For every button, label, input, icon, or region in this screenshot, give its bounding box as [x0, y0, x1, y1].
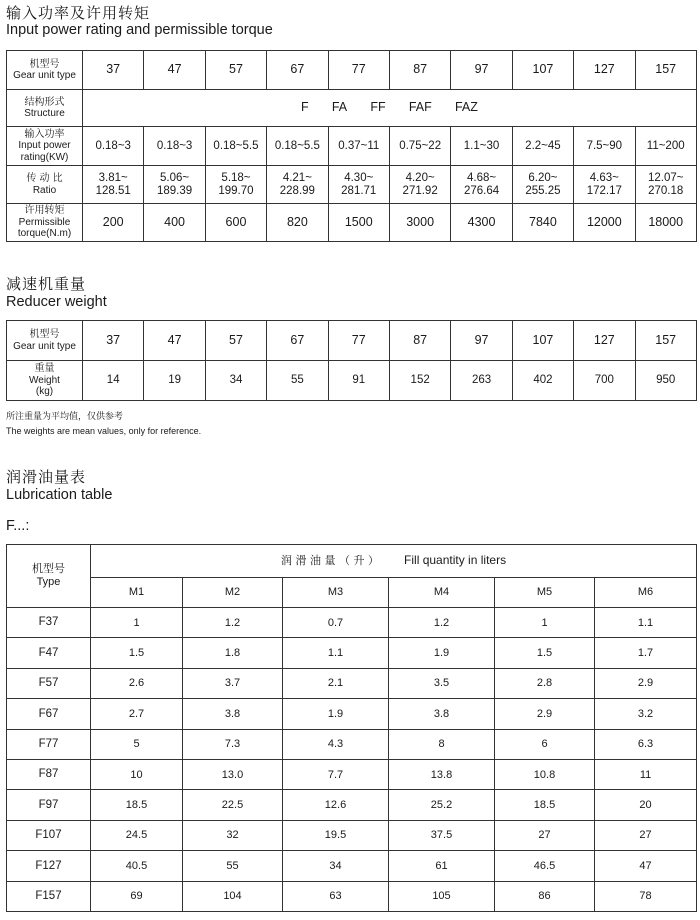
power-row [7, 127, 697, 166]
type-cell: 47 [144, 321, 205, 361]
fill-value-cell: 32 [183, 820, 283, 850]
fill-value-cell: 25.2 [389, 790, 495, 820]
fill-value-cell: 1.2 [389, 608, 495, 638]
fill-value-cell: 1.8 [183, 638, 283, 668]
fill-value-cell: 8 [389, 729, 495, 759]
section2-title-en: Reducer weight [6, 294, 107, 310]
reducer-weight-table [6, 320, 697, 401]
table-row [7, 820, 697, 850]
type-cell: 87 [389, 51, 450, 90]
power-cell: 0.18~3 [83, 127, 144, 166]
table-row [7, 608, 697, 638]
weight-note-cn: 所注重量为平均值，仅供参考 [6, 412, 124, 422]
type-cell: 157 [635, 51, 696, 90]
position-header: M6 [595, 578, 697, 608]
fill-value-cell: 0.7 [283, 608, 389, 638]
fill-value-cell: 1.1 [283, 638, 389, 668]
type-cell: 67 [267, 51, 328, 90]
position-header: M4 [389, 578, 495, 608]
section1-title-en: Input power rating and permissible torque [6, 22, 273, 38]
torque-cell: 820 [267, 204, 328, 242]
structure-row [7, 90, 697, 127]
weight-cell: 19 [144, 361, 205, 401]
fill-value-cell: 3.2 [595, 699, 697, 729]
fill-value-cell: 61 [389, 851, 495, 881]
fill-value-cell: 1 [495, 608, 595, 638]
torque-cell: 4300 [451, 204, 512, 242]
fill-value-cell: 105 [389, 881, 495, 911]
ratio-label: 传 动 比 Ratio [7, 166, 83, 204]
weight-cell: 14 [83, 361, 144, 401]
structure-item: FAF [408, 100, 432, 115]
type-cell: 57 [205, 51, 266, 90]
weight-cell: 152 [389, 361, 450, 401]
type-cell: F67 [7, 699, 91, 729]
table-row [7, 759, 697, 789]
type-cell: 127 [574, 51, 635, 90]
power-cell: 1.1~30 [451, 127, 512, 166]
structure-item: FA [331, 100, 348, 115]
fill-value-cell: 27 [595, 820, 697, 850]
weight-cell: 950 [635, 361, 696, 401]
fill-value-cell: 5 [91, 729, 183, 759]
fill-value-cell: 3.8 [183, 699, 283, 729]
fill-value-cell: 1.5 [495, 638, 595, 668]
ratio-cell: 4.30~ 281.71 [328, 166, 389, 204]
power-cell: 0.75~22 [389, 127, 450, 166]
fill-value-cell: 22.5 [183, 790, 283, 820]
structure-item: FF [370, 100, 386, 115]
fill-value-cell: 2.6 [91, 668, 183, 698]
table-row [7, 729, 697, 759]
power-cell: 7.5~90 [574, 127, 635, 166]
fill-value-cell: 11 [595, 759, 697, 789]
weight-cell: 402 [512, 361, 573, 401]
power-cell: 0.37~11 [328, 127, 389, 166]
ratio-cell: 5.06~ 189.39 [144, 166, 205, 204]
type-cell: 37 [83, 51, 144, 90]
fill-header-row [7, 545, 697, 578]
type-cell: F157 [7, 881, 91, 911]
weight-note-en: The weights are mean values, only for reference. [6, 426, 202, 436]
ratio-row [7, 166, 697, 204]
type-cell: F77 [7, 729, 91, 759]
power-cell: 11~200 [635, 127, 696, 166]
power-cell: 0.18~5.5 [205, 127, 266, 166]
fill-value-cell: 24.5 [91, 820, 183, 850]
fill-value-cell: 2.1 [283, 668, 389, 698]
fill-value-cell: 19.5 [283, 820, 389, 850]
type-cell: 107 [512, 51, 573, 90]
fill-value-cell: 18.5 [495, 790, 595, 820]
structure-item: F [301, 100, 309, 115]
torque-cell: 1500 [328, 204, 389, 242]
fill-value-cell: 1.2 [183, 608, 283, 638]
torque-cell: 18000 [635, 204, 696, 242]
weight-cell: 700 [574, 361, 635, 401]
type-cell: 77 [328, 51, 389, 90]
fill-value-cell: 6.3 [595, 729, 697, 759]
fill-value-cell: 10.8 [495, 759, 595, 789]
structure-item: FAZ [454, 100, 478, 115]
fill-value-cell: 13.8 [389, 759, 495, 789]
structure-values [83, 90, 697, 127]
power-cell: 0.18~5.5 [267, 127, 328, 166]
table-row [7, 638, 697, 668]
power-cell: 0.18~3 [144, 127, 205, 166]
fill-value-cell: 55 [183, 851, 283, 881]
fill-value-cell: 1.5 [91, 638, 183, 668]
table-row [7, 790, 697, 820]
fill-value-cell: 47 [595, 851, 697, 881]
type-cell: F87 [7, 759, 91, 789]
fill-value-cell: 86 [495, 881, 595, 911]
ratio-cell: 4.21~ 228.99 [267, 166, 328, 204]
fill-value-cell: 40.5 [91, 851, 183, 881]
table-row [7, 881, 697, 911]
fill-value-cell: 7.3 [183, 729, 283, 759]
fill-value-cell: 46.5 [495, 851, 595, 881]
fill-value-cell: 2.7 [91, 699, 183, 729]
ratio-cell: 5.18~ 199.70 [205, 166, 266, 204]
weight-cell: 55 [267, 361, 328, 401]
type-cell: F107 [7, 820, 91, 850]
fill-value-cell: 7.7 [283, 759, 389, 789]
torque-cell: 400 [144, 204, 205, 242]
fill-value-cell: 1.9 [283, 699, 389, 729]
ratio-cell: 6.20~ 255.25 [512, 166, 573, 204]
fill-value-cell: 18.5 [91, 790, 183, 820]
fill-value-cell: 3.7 [183, 668, 283, 698]
positions-row [7, 578, 697, 608]
table-row [7, 851, 697, 881]
type-cell: 57 [205, 321, 266, 361]
ratio-cell: 4.20~ 271.92 [389, 166, 450, 204]
position-header: M5 [495, 578, 595, 608]
position-header: M1 [91, 578, 183, 608]
type-cell: 157 [635, 321, 696, 361]
power-label: 输入功率 Input power rating(KW) [7, 127, 83, 166]
fill-value-cell: 1.1 [595, 608, 697, 638]
type-cell: 127 [574, 321, 635, 361]
gear-unit-label: 机型号 Gear unit type [7, 321, 83, 361]
ratio-cell: 12.07~ 270.18 [635, 166, 696, 204]
weight-label: 重量 Weight (kg) [7, 361, 83, 401]
fill-value-cell: 2.8 [495, 668, 595, 698]
ratio-cell: 4.68~ 276.64 [451, 166, 512, 204]
weight-cell: 34 [205, 361, 266, 401]
type-cell: F37 [7, 608, 91, 638]
power-torque-table [6, 50, 697, 242]
section2-title-cn: 减速机重量 [6, 275, 87, 293]
fill-value-cell: 3.5 [389, 668, 495, 698]
table-row [7, 668, 697, 698]
type-cell: F127 [7, 851, 91, 881]
ratio-cell: 3.81~ 128.51 [83, 166, 144, 204]
torque-cell: 600 [205, 204, 266, 242]
weight-cell: 91 [328, 361, 389, 401]
torque-cell: 3000 [389, 204, 450, 242]
fill-value-cell: 1.7 [595, 638, 697, 668]
type-cell: F57 [7, 668, 91, 698]
torque-cell: 200 [83, 204, 144, 242]
section3-title-cn: 润滑油量表 [6, 468, 87, 486]
fill-value-cell: 13.0 [183, 759, 283, 789]
section3-subtitle: F...: [6, 518, 30, 534]
weight-cell: 263 [451, 361, 512, 401]
fill-value-cell: 37.5 [389, 820, 495, 850]
fill-value-cell: 6 [495, 729, 595, 759]
position-header: M2 [183, 578, 283, 608]
type-cell: 77 [328, 321, 389, 361]
torque-cell: 12000 [574, 204, 635, 242]
torque-cell: 7840 [512, 204, 573, 242]
type-cell: 107 [512, 321, 573, 361]
fill-value-cell: 3.8 [389, 699, 495, 729]
type-cell: F47 [7, 638, 91, 668]
structure-label: 结构形式 Structure [7, 90, 83, 127]
type-cell: F97 [7, 790, 91, 820]
gear-unit-label: 机型号 Gear unit type [7, 51, 83, 90]
fill-value-cell: 20 [595, 790, 697, 820]
type-cell: 47 [144, 51, 205, 90]
fill-value-cell: 1.9 [389, 638, 495, 668]
type-cell: 97 [451, 321, 512, 361]
table-row [7, 699, 697, 729]
fill-quantity-header: 润 滑 油 量 （ 升 ） Fill quantity in liters [91, 545, 697, 578]
type-header: 机型号 Type [7, 545, 91, 608]
torque-row [7, 204, 697, 242]
type-cell: 67 [267, 321, 328, 361]
fill-value-cell: 34 [283, 851, 389, 881]
position-header: M3 [283, 578, 389, 608]
type-cell: 97 [451, 51, 512, 90]
fill-value-cell: 4.3 [283, 729, 389, 759]
fill-value-cell: 69 [91, 881, 183, 911]
gear-unit-row [7, 51, 697, 90]
fill-value-cell: 1 [91, 608, 183, 638]
lubrication-table [6, 544, 697, 912]
power-cell: 2.2~45 [512, 127, 573, 166]
weight-row [7, 361, 697, 401]
fill-value-cell: 12.6 [283, 790, 389, 820]
type-cell: 37 [83, 321, 144, 361]
fill-value-cell: 2.9 [495, 699, 595, 729]
ratio-cell: 4.63~ 172.17 [574, 166, 635, 204]
fill-value-cell: 10 [91, 759, 183, 789]
section1-title-cn: 输入功率及许用转矩 [6, 4, 151, 22]
weight-type-row [7, 321, 697, 361]
type-cell: 87 [389, 321, 450, 361]
fill-value-cell: 27 [495, 820, 595, 850]
fill-value-cell: 63 [283, 881, 389, 911]
fill-value-cell: 104 [183, 881, 283, 911]
torque-label: 许用转矩 Permissible torque(N.m) [7, 204, 83, 242]
fill-value-cell: 78 [595, 881, 697, 911]
section3-title-en: Lubrication table [6, 487, 113, 503]
fill-value-cell: 2.9 [595, 668, 697, 698]
